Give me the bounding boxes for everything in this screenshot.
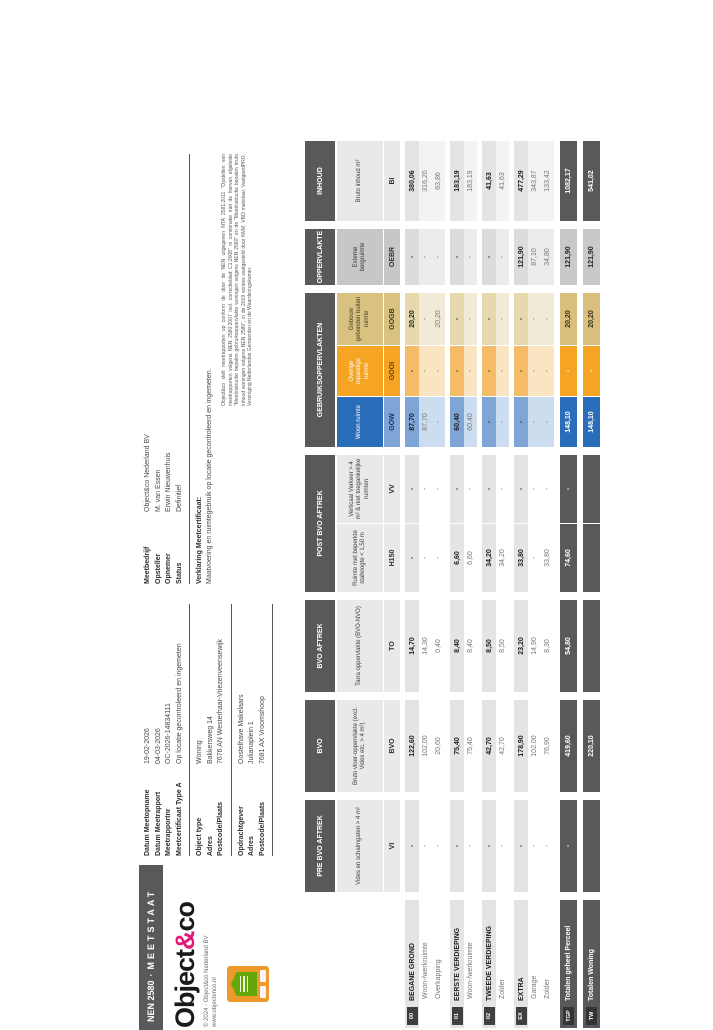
value-cell-oebr: - <box>405 229 419 285</box>
value-cell-h150: 33,80 <box>544 549 551 567</box>
badge-logo-right <box>260 970 266 982</box>
value-cell-bi: 133,42 <box>541 141 554 221</box>
value-cell-h150: - <box>435 556 442 560</box>
value-cell-gooi: - <box>528 346 541 396</box>
value-cell-vi: - <box>435 844 442 848</box>
value-cell-h150: - <box>531 556 538 560</box>
value-cell-to: 14,70 <box>405 600 419 692</box>
value-cell-bi: 41,63 <box>496 141 509 221</box>
value-cell-gogb: - <box>528 293 541 345</box>
column-code-bvo: BVO <box>384 700 400 792</box>
meta-block-rapport <box>143 604 190 856</box>
row-code-box: TW <box>586 1007 597 1025</box>
meta-label: Status <box>175 562 183 584</box>
column-description-to: Tarra oppervlakte (BVO-NVO) <box>337 600 383 692</box>
value-cell-gow: - <box>496 397 509 447</box>
column-description-gooi: Overige inpandige ruimte <box>337 346 383 396</box>
table-row <box>514 152 528 1028</box>
value-cell-vv: - <box>514 455 528 523</box>
value-cell-gogb: - <box>419 293 432 345</box>
value-cell-oebr: 34,80 <box>541 229 554 285</box>
value-cell-to: 8,50 <box>482 600 496 692</box>
meta-value: Definitief <box>175 484 183 512</box>
table-row <box>560 152 577 1028</box>
meta-value: 7681 AX Vroomshoop <box>258 696 266 764</box>
value-cell-h150: 34,20 <box>499 549 506 567</box>
brand-column <box>139 862 269 1030</box>
meta-label: Opsteller <box>154 553 162 584</box>
meta-row <box>175 154 186 584</box>
meta-value: OC-2026-14834111 <box>165 703 172 764</box>
value-cell-h150: 33,80 <box>514 524 528 592</box>
value-cell-gogb: 20,20 <box>583 293 600 345</box>
meta-value: M. van Essen <box>154 469 162 512</box>
value-cell-oebr: - <box>450 229 464 285</box>
meta-label: Adres <box>206 836 214 856</box>
meta-row <box>195 604 206 856</box>
value-cell-vv: - <box>531 487 538 491</box>
copyright-line-1: © 2024 - Object&co Nederland BV <box>204 935 210 1027</box>
column-description-h150: Ruimte met beperkte stahoogte < 1,50 m <box>337 524 383 592</box>
value-cell-gow: - <box>528 397 541 447</box>
row-label-cell <box>496 900 509 1028</box>
title-separator: · <box>146 973 156 977</box>
meta-value: 19-02-2026 <box>144 728 151 764</box>
value-cell-gooi: - <box>450 346 464 396</box>
table-row <box>541 152 554 1028</box>
table-row <box>482 152 496 1028</box>
meta-block-meetbedrijf <box>143 154 190 584</box>
verklaring-block <box>195 154 215 584</box>
meta-label: Meetbedrijf <box>144 546 151 584</box>
value-cell-bi: 343,87 <box>528 141 541 221</box>
value-cell-to: 14,90 <box>531 637 538 655</box>
value-cell-gooi: - <box>405 346 419 396</box>
meta-block-object <box>195 604 232 856</box>
value-cell-vv: - <box>467 487 474 491</box>
column-code-h150: H150 <box>384 524 400 592</box>
meta-row <box>216 604 227 856</box>
value-cell-h150: 34,20 <box>482 524 496 592</box>
row-label-cell <box>583 900 600 1028</box>
column-code-gow: GOW <box>384 397 400 447</box>
row-label: Overkapping <box>435 959 442 999</box>
column-description-gogb: Gebouw gebonden buiten ruimte <box>337 293 383 345</box>
badge-logo-left <box>260 986 266 998</box>
row-label-cell <box>560 900 577 1028</box>
meetstaat-table <box>305 150 600 1030</box>
column-description-oebr: Externe bergruimte <box>337 229 383 285</box>
value-cell-to: 54,80 <box>560 600 577 692</box>
meta-value: Op locatie gecontroleerd en ingemeten <box>175 643 183 764</box>
value-cell-oebr: 87,10 <box>528 229 541 285</box>
column-description-vi: Vides en schalmgaten > 4 m² <box>337 800 383 892</box>
meta-row <box>164 604 175 856</box>
value-cell-bi: 63,86 <box>432 141 445 221</box>
meetbedrijf-column <box>139 150 254 594</box>
row-label: Zolder <box>544 979 551 999</box>
value-cell-gogb: - <box>450 293 464 345</box>
value-cell-gow: - <box>514 397 528 447</box>
energy-house-icon <box>231 972 257 996</box>
value-cell-bvo: 20,60 <box>435 737 442 755</box>
row-label: EXTRA <box>517 977 525 1001</box>
value-cell-vv: - <box>422 487 429 491</box>
verklaring-title: Verklaring Meetcertificaat: <box>196 496 203 584</box>
value-cell-oebr: 121,90 <box>560 229 577 285</box>
value-cell-vi: - <box>531 844 538 848</box>
meta-label: Datum Meetrapport <box>154 791 162 856</box>
row-label: Totalen geheel Perceel <box>565 925 572 1001</box>
value-cell-gooi: - <box>419 346 432 396</box>
value-cell-vi: - <box>422 844 429 848</box>
value-cell-bi: 380,06 <box>405 141 419 221</box>
value-cell-bvo: 102,00 <box>531 735 538 757</box>
title-prefix: NEN 2580 <box>146 980 156 1022</box>
value-cell-gooi: - <box>496 346 509 396</box>
row-label: Woon-/werkruimte <box>467 942 474 999</box>
table-header-bars <box>305 152 335 1028</box>
value-cell-gow: 60,40 <box>464 397 477 447</box>
column-group-header: POST BVO AFTREK <box>305 455 335 592</box>
table-header-descriptions <box>337 152 383 1028</box>
column-group-header: BVO <box>305 700 335 792</box>
value-cell-vv: - <box>544 487 551 491</box>
value-cell-vi: - <box>514 800 528 892</box>
value-cell-gow: 60,40 <box>450 397 464 447</box>
column-code-gooi: GOOI <box>384 346 400 396</box>
column-code-vv: VV <box>384 455 400 523</box>
meta-row <box>258 604 269 856</box>
value-cell-bvo: 102,00 <box>422 735 429 757</box>
value-cell-bi: 477,29 <box>514 141 528 221</box>
row-label: Zolder <box>499 979 506 999</box>
value-cell-to <box>583 600 600 692</box>
meta-label: Meetrapportnr <box>165 808 172 856</box>
meta-row <box>154 154 165 584</box>
row-label: BEGANE GROND <box>408 943 416 1001</box>
value-cell-to: 8,30 <box>544 639 551 653</box>
meta-label: Postcode/Plaats <box>217 801 224 856</box>
value-cell-to: 23,20 <box>514 600 528 692</box>
column-group-header: GEBRUIKSOPPERVLAKTEN <box>305 293 335 447</box>
value-cell-gow: 87,70 <box>419 397 432 447</box>
value-cell-gogb: - <box>541 293 554 345</box>
meta-label: Adres <box>248 836 255 856</box>
value-cell-oebr: - <box>482 229 496 285</box>
table-row <box>450 152 464 1028</box>
value-cell-gogb: 20,20 <box>560 293 577 345</box>
column-description-bi: Bruto inhoud m³ <box>337 141 383 221</box>
value-cell-bvo: 220,10 <box>583 700 600 792</box>
value-cell-to: 8,50 <box>499 639 506 653</box>
value-cell-gooi: - <box>541 346 554 396</box>
row-label-cell <box>419 900 432 1028</box>
meta-row <box>237 604 248 856</box>
report-page <box>137 150 669 1030</box>
row-label-cell <box>541 900 554 1028</box>
meta-row <box>247 604 258 856</box>
value-cell-bvo: 76,90 <box>544 737 551 755</box>
meta-row <box>154 604 165 856</box>
meta-row <box>206 604 217 856</box>
column-description-vv: Verticaal Verkeer > 4 m² & niet toegankelijke ruimten <box>337 455 383 523</box>
table-header-codes <box>384 152 400 1028</box>
value-cell-vv: - <box>450 455 464 523</box>
row-label-cell <box>464 900 477 1028</box>
value-cell-oebr: - <box>419 229 432 285</box>
column-code-oebr: OEBR <box>384 229 400 285</box>
row-label-cell <box>432 900 445 1028</box>
value-cell-gooi: - <box>432 346 445 396</box>
value-cell-bvo: 419,60 <box>560 700 577 792</box>
value-cell-h150 <box>583 524 600 592</box>
column-group-header: INHOUD <box>305 141 335 221</box>
meta-value: Oostelhave Makelaars <box>237 694 245 764</box>
table-row <box>419 152 432 1028</box>
column-group-header: PRE BVO AFTREK <box>305 800 335 892</box>
value-cell-vi: - <box>405 800 419 892</box>
row-label-cell <box>528 900 541 1028</box>
meta-value: Bakkersweg 14 <box>206 716 214 764</box>
value-cell-gooi: - <box>482 346 496 396</box>
value-cell-gow: 148,10 <box>560 397 577 447</box>
row-label-cell <box>450 900 464 1028</box>
row-label: EERSTE VERDIEPING <box>453 927 461 1001</box>
verklaring-text: Maatvoering en ruimtegebruik op locatie gecontroleerd en ingemeten. <box>206 368 213 584</box>
table-body <box>405 152 600 1028</box>
meta-row <box>143 154 154 584</box>
row-code-box: 02 <box>484 1007 495 1025</box>
value-cell-h150: - <box>405 524 419 592</box>
copyright-line-2: www.objectenco.nl <box>212 977 218 1027</box>
value-cell-oebr: 121,90 <box>514 229 528 285</box>
objectco-logo <box>170 862 201 1028</box>
table-row <box>464 152 477 1028</box>
meta-value: Object&co Nederland BV <box>144 434 151 512</box>
value-cell-oebr: - <box>464 229 477 285</box>
meta-value: Woning <box>196 740 203 764</box>
report-header <box>137 150 305 1030</box>
value-cell-gow: 148,10 <box>583 397 600 447</box>
column-code-vi: VI <box>384 800 400 892</box>
value-cell-vi <box>583 800 600 892</box>
page-title: MEETSTAAT <box>146 888 156 970</box>
row-code-box: 01 <box>452 1007 463 1025</box>
column-description-bvo: Bruto vloer-oppervlakte (excl. Vides etc. > 4 m²) <box>337 700 383 792</box>
value-cell-bi: 1082,17 <box>560 141 577 221</box>
value-cell-vi: - <box>467 844 474 848</box>
value-cell-gooi: - <box>464 346 477 396</box>
column-description-gow: Woon ruimte <box>337 397 383 447</box>
nen2580-certificate-badge-icon <box>227 966 269 1002</box>
value-cell-vv: - <box>482 455 496 523</box>
table-row <box>432 152 445 1028</box>
value-cell-bi: 183,19 <box>464 141 477 221</box>
column-code-bi: BI <box>384 141 400 221</box>
column-code-to: TO <box>384 600 400 692</box>
column-group-header: BVO AFTREK <box>305 600 335 692</box>
row-code-box: TGP <box>563 1007 574 1025</box>
value-cell-h150: 6,60 <box>467 551 474 565</box>
value-cell-vv: - <box>405 455 419 523</box>
meta-label: Opdrachtgever <box>237 806 245 856</box>
table-row <box>496 152 509 1028</box>
row-code-box: EX <box>516 1007 527 1025</box>
value-cell-bvo: 75,40 <box>467 737 474 755</box>
value-cell-gogb: 20,20 <box>432 293 445 345</box>
row-code-box: 00 <box>407 1007 418 1025</box>
value-cell-bvo: 75,40 <box>450 700 464 792</box>
value-cell-gooi: - <box>583 346 600 396</box>
row-label: Garage <box>531 975 538 999</box>
value-cell-gooi: - <box>514 346 528 396</box>
meta-label: Opnemer <box>165 553 172 584</box>
value-cell-bvo: 42,70 <box>499 737 506 755</box>
meta-label: Object type <box>196 817 203 856</box>
value-cell-gow: - <box>541 397 554 447</box>
value-cell-bi: 541,02 <box>583 141 600 221</box>
value-cell-to: 8,40 <box>450 600 464 692</box>
value-cell-h150: - <box>422 556 429 560</box>
value-cell-to: 0,40 <box>435 639 442 653</box>
value-cell-vv: - <box>560 455 577 523</box>
meta-value: Julianaplein 1 <box>248 721 255 764</box>
nta2581-disclaimer: Object&co stelt meetrapporten op conform de door de NEN uitgegeven NTA 2581:2011 "Opstellen van meetrapporten volgens NEN 2580:2007 incl. correctieblad C1:2008" in combinatie met de hiervan afgeleide "Meetinstructie bepalen gebruiksoppervlakte woningen volgens NEN 2580" en de "Meetinstructie bepalen bruto inhoud woningen volgens NEN 2580", in de 2019 versies vastgesteld door NVM, VBO makelaar, VastgoedPRO, Vereniging Nederlandse Gemeenten en de Waarderingskamer. <box>221 154 254 406</box>
value-cell-gogb: 20,20 <box>405 293 419 345</box>
value-cell-vv: - <box>499 487 506 491</box>
logo-text-2: co <box>170 901 200 932</box>
meta-value: 7676 AN Westerhaar-Vriezenveensewijk <box>217 639 224 764</box>
value-cell-to: 8,40 <box>467 639 474 653</box>
meta-row <box>175 604 186 856</box>
value-cell-oebr: 121,90 <box>583 229 600 285</box>
value-cell-vv: - <box>435 487 442 491</box>
value-cell-vv <box>583 455 600 523</box>
value-cell-gow: - <box>482 397 496 447</box>
value-cell-bi: 41,63 <box>482 141 496 221</box>
value-cell-gogb: - <box>464 293 477 345</box>
value-cell-vi: - <box>482 800 496 892</box>
value-cell-bvo: 122,60 <box>405 700 419 792</box>
table-row <box>528 152 541 1028</box>
document-title-bar <box>139 865 163 1030</box>
value-cell-gogb: - <box>482 293 496 345</box>
table-row <box>405 152 419 1028</box>
meta-label: Datum Meetopname <box>144 789 151 856</box>
value-cell-h150: 6,60 <box>450 524 464 592</box>
meta-row <box>143 604 154 856</box>
logo-text-1: Object <box>170 949 200 1028</box>
value-cell-bi: 183,19 <box>450 141 464 221</box>
row-label: Totalen Woning <box>588 949 595 1001</box>
value-cell-oebr: - <box>496 229 509 285</box>
value-cell-gow: 87,70 <box>405 397 419 447</box>
row-label-cell <box>514 900 528 1028</box>
value-cell-to: 14,30 <box>422 637 429 655</box>
meta-label: Postcode/Plaats <box>258 801 266 856</box>
value-cell-gooi: - <box>560 346 577 396</box>
column-group-header: OPPERVLAKTE <box>305 229 335 285</box>
meta-label: Meetcertificaat Type A <box>175 782 183 856</box>
meta-block-opdrachtgever <box>237 604 274 856</box>
value-cell-bvo: 42,70 <box>482 700 496 792</box>
column-code-gogb: GOGB <box>384 293 400 345</box>
meta-value: Erwin Nieuwenhuis <box>165 452 172 512</box>
value-cell-vi: - <box>450 800 464 892</box>
table-row <box>583 152 600 1028</box>
value-cell-vi: - <box>560 800 577 892</box>
value-cell-bvo: 178,90 <box>514 700 528 792</box>
row-label: TWEEDE VERDIEPING <box>485 925 493 1001</box>
value-cell-oebr: - <box>432 229 445 285</box>
object-meta-column <box>139 594 278 862</box>
row-label: Woon-/werkruimte <box>422 942 429 999</box>
meta-row <box>164 154 175 584</box>
value-cell-gow: - <box>432 397 445 447</box>
value-cell-bi: 316,20 <box>419 141 432 221</box>
logo-ampersand: & <box>170 931 200 950</box>
meta-value: 04-03-2026 <box>154 728 162 764</box>
value-cell-vi: - <box>544 844 551 848</box>
value-cell-vi: - <box>499 844 506 848</box>
row-label-cell <box>405 900 419 1028</box>
value-cell-gogb: - <box>496 293 509 345</box>
value-cell-gogb: - <box>514 293 528 345</box>
value-cell-h150: 74,60 <box>560 524 577 592</box>
row-label-cell <box>482 900 496 1028</box>
